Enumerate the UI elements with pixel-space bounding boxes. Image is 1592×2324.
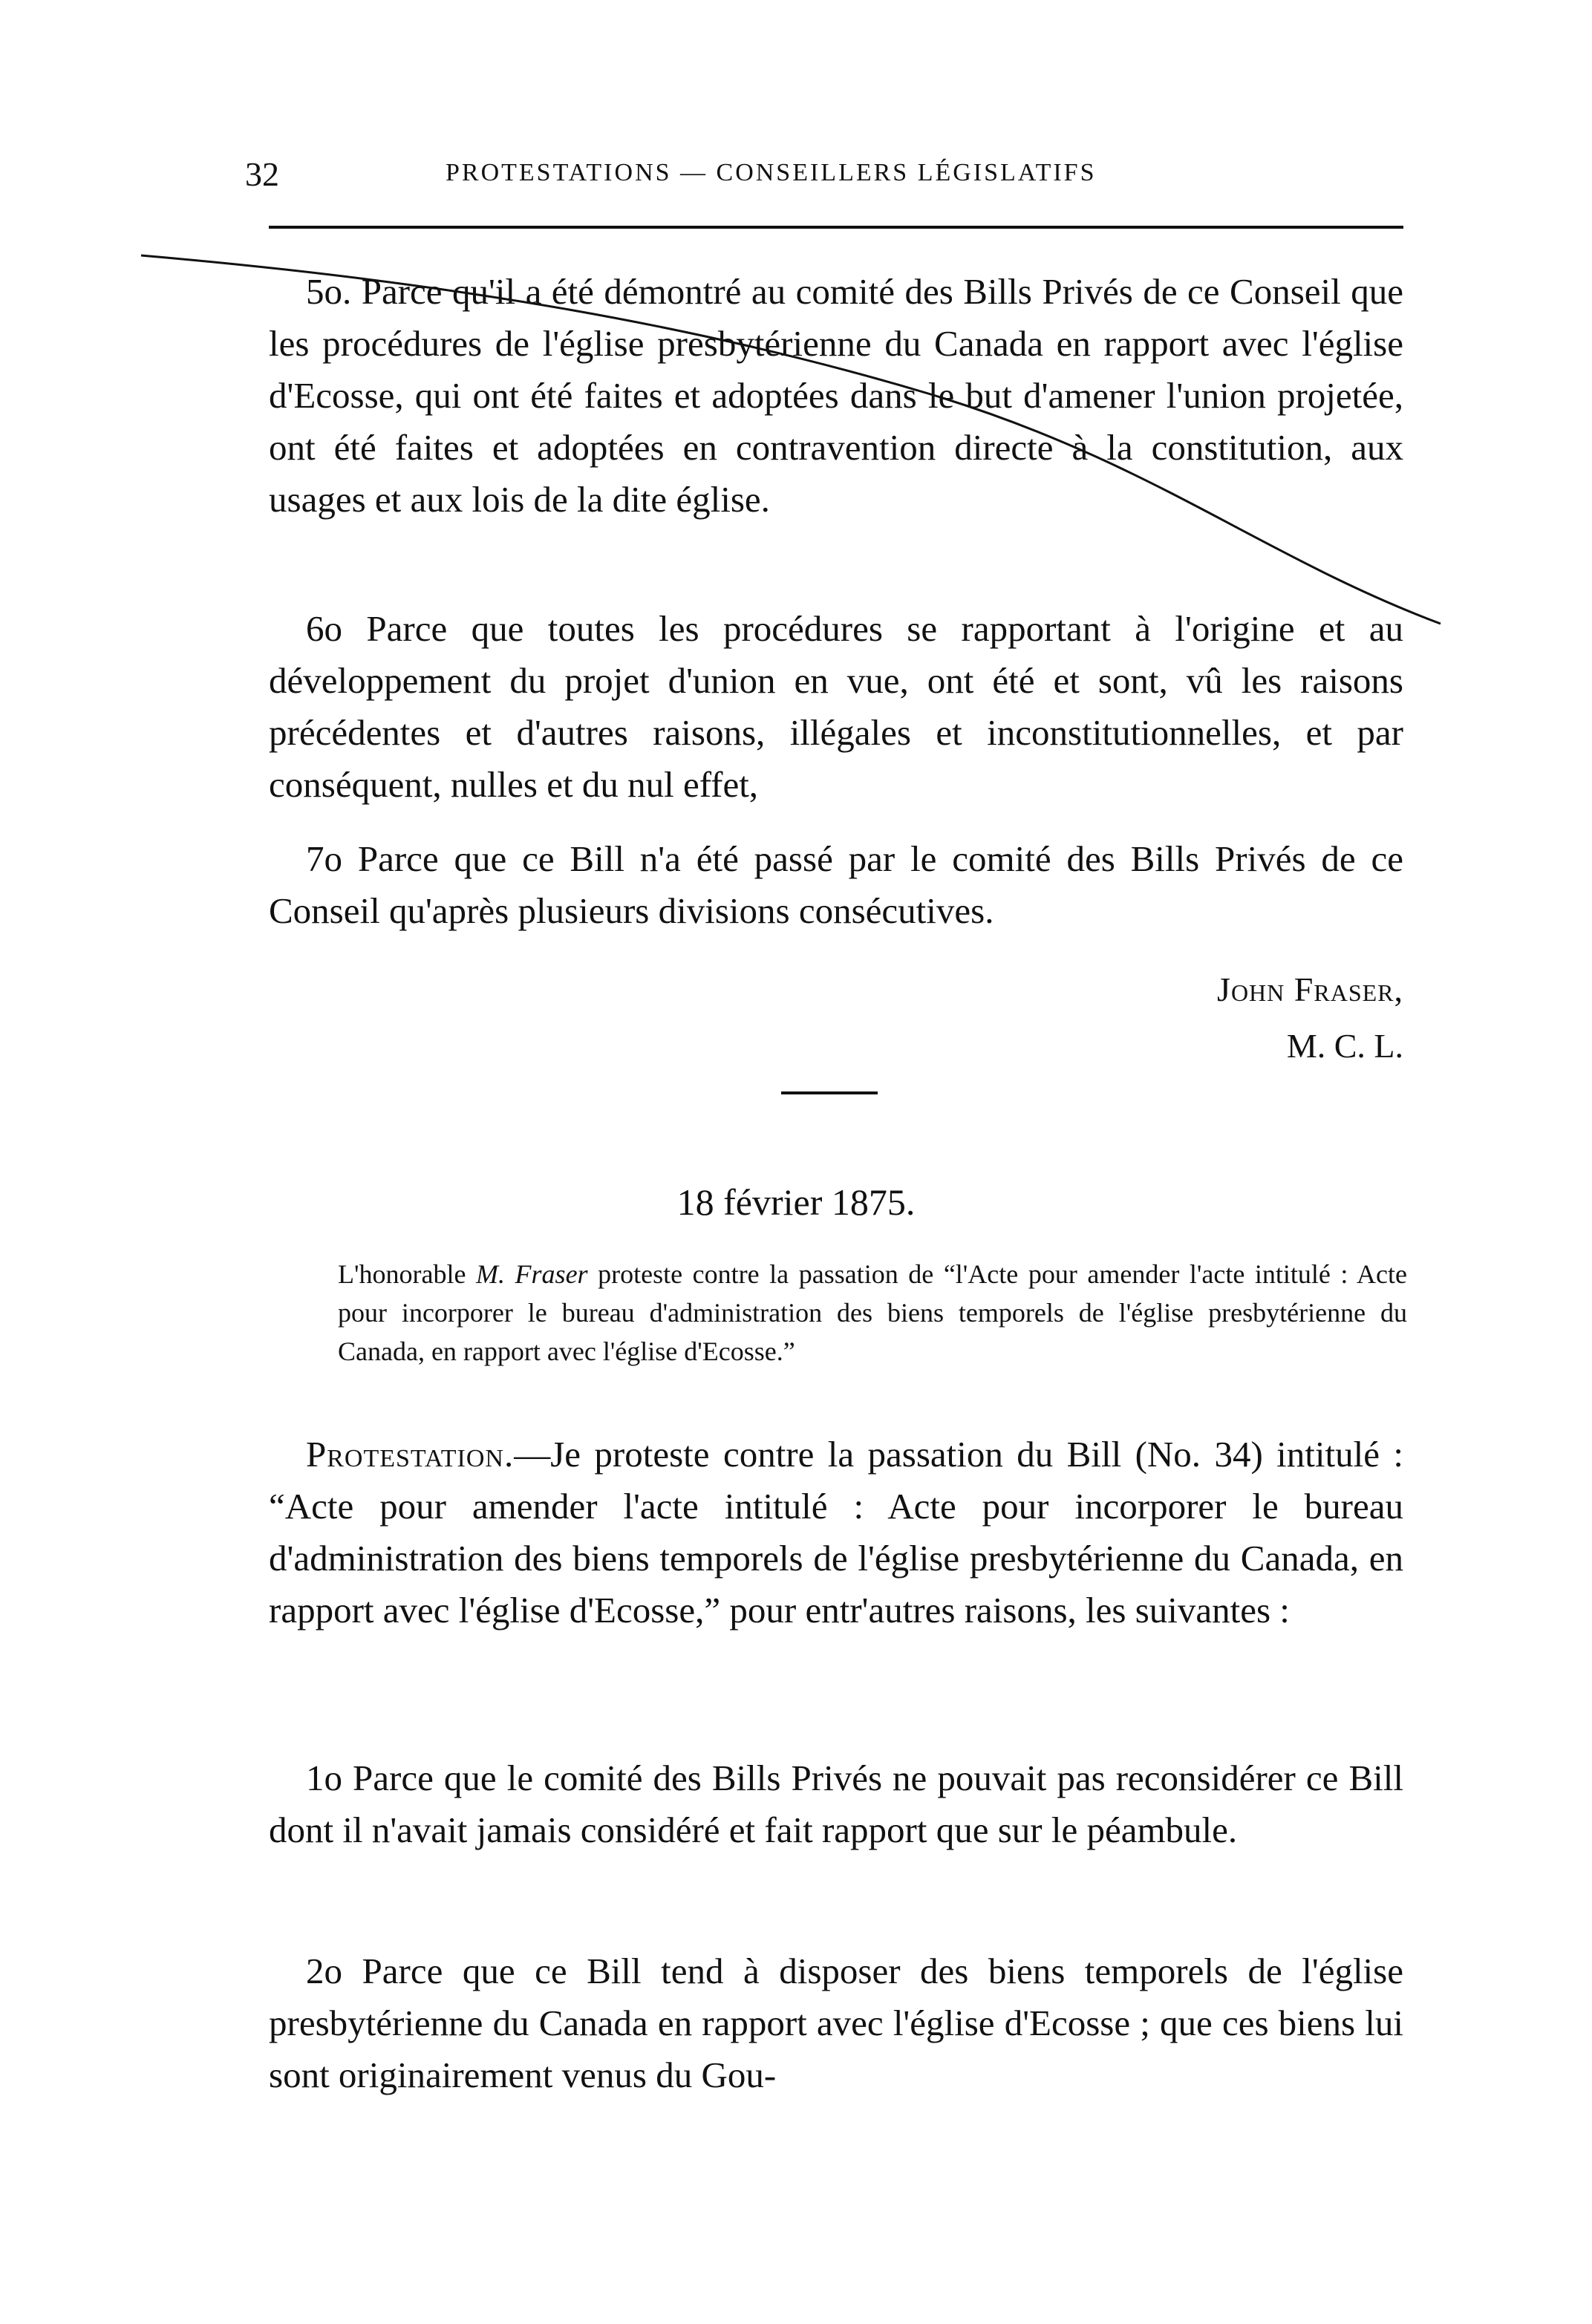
summary-lead: L'honorable [338,1259,476,1289]
paragraph-2: 2o Parce que ce Bill tend à disposer des biens temporels de l'église presbytérienne du Canada en rapport avec l'église d'Ecosse ; que ces biens lui sont originairement venus du Gou- [269,1951,1403,2095]
protestation-paragraph [269,1429,1403,1636]
signature-name: John Fraser, [1217,970,1403,1008]
summary-name: M. Fraser [476,1259,588,1289]
page-header [245,148,1403,200]
entry-date: 18 février 1875. [676,1181,916,1223]
paragraph-5: 5o. Parce qu'il a été démontré au comité des Bills Privés de ce Conseil que les procédures de l'église presbytérienne du Canada en rapport avec l'église d'Ecosse, qui ont été faites et adoptées dans le but d'amener l'union projetée, ont été faites et adoptées en contravention directe à la constitution, aux usages et aux lois de la dite église. [269,271,1403,520]
header-rule [269,226,1403,229]
summary-note [338,1255,1407,1371]
protestation-text: —Je proteste contre la passation du Bill (No. 34) intitulé : “Acte pour amender l'acte intitulé : Acte pour incorporer le bureau d'administration des biens temporels de l'église presbytérienne du Canada, en rapport avec l'église d'Ecosse,” pour entr'autres raisons, les suivantes : [269,1434,1403,1631]
running-head: PROTESTATIONS — CONSEILLERS LÉGISLATIFS [446,159,1097,186]
signature-title: M. C. L. [1286,1027,1403,1065]
page-number: 32 [245,155,279,193]
paragraph-7: 7o Parce que ce Bill n'a été passé par le comité des Bills Privés de ce Conseil qu'après plusieurs divisions consécutives. [269,838,1403,931]
protestation-label: Protestation. [306,1434,515,1475]
paragraph-6: 6o Parce que toutes les procédures se rapportant à l'origine et au développement du projet d'union en vue, ont été et sont, vû les raisons précédentes et d'autres raisons, illégales et inconstitutionnelles, et par conséquent, nulles et du nul effet, [269,608,1403,805]
section-divider [781,1091,878,1094]
summary-text: proteste contre la passation de “l'Acte pour amender l'acte intitulé : Acte pour incorporer le bureau d'administration des biens temporels de l'église presbytérienne du Canada, en rapport avec l'église d'Ecosse.” [338,1259,1407,1366]
paragraph-1: 1o Parce que le comité des Bills Privés ne pouvait pas reconsidérer ce Bill dont il n'avait jamais considéré et fait rapport que sur le péambule. [269,1757,1403,1850]
